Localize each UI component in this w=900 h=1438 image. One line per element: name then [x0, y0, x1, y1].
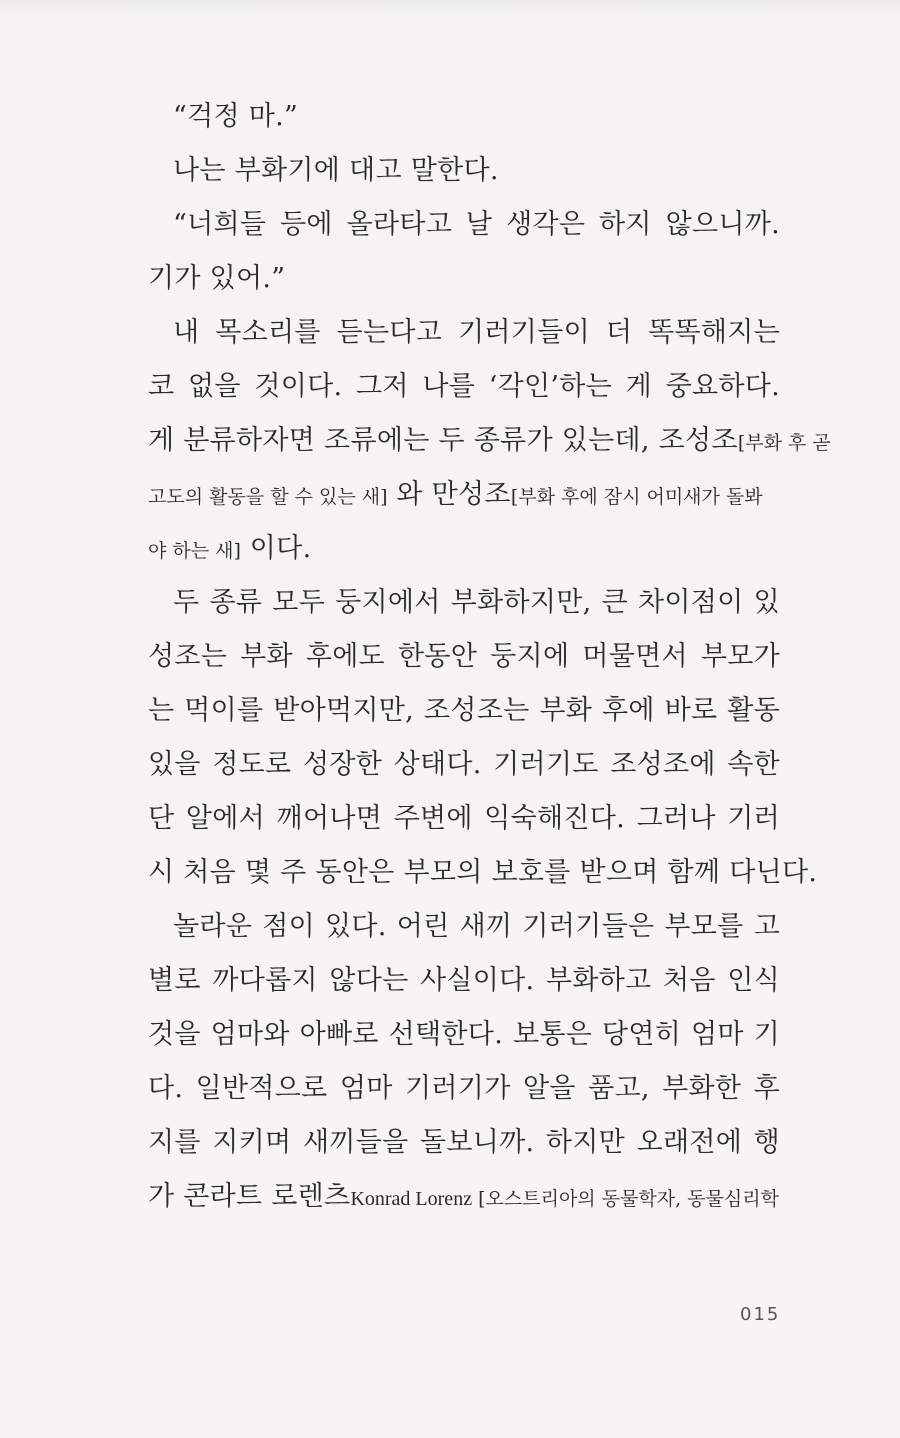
text-line-content: 가 콘라트 로렌츠 — [148, 1181, 351, 1212]
text-line-content: 와 만성조 — [387, 479, 511, 510]
text-line-content: 나는 부화기에 대고 말한다. — [173, 155, 499, 186]
text-line-content: 이다. — [240, 533, 312, 564]
text-line: 별로 까다롭지 않다는 사실이다. 부화하고 처음 인식 — [148, 965, 780, 996]
footnote-gloss: [부화 후 곧 — [737, 432, 831, 454]
text-line: 두 종류 모두 둥지에서 부화하지만, 큰 차이점이 있 — [173, 587, 780, 618]
footnote-gloss: [부화 후에 잠시 어미새가 돌봐 — [510, 486, 763, 508]
text-line: “너희들 등에 올라타고 날 생각은 하지 않으니까. — [173, 209, 780, 240]
text-line — [148, 846, 818, 900]
footnote-gloss: 고도의 활동을 할 수 있는 새] — [148, 486, 388, 508]
text-line: 다. 일반적으로 엄마 기러기가 알을 품고, 부화한 후 — [148, 1073, 780, 1104]
text-line: 있을 정도로 성장한 상태다. 기러기도 조성조에 속한 — [148, 749, 780, 780]
footnote-gloss: [오스트리아의 동물학자, 동물심리학 — [472, 1188, 779, 1210]
text-line-content: “걱정 마.” — [173, 101, 299, 132]
text-line-content: 시 처음 몇 주 동안은 부모의 보호를 받으며 함께 다닌다. — [148, 857, 818, 888]
text-line — [148, 90, 780, 144]
text-line: 코 없을 것이다. 그저 나를 ‘각인’하는 게 중요하다. — [148, 371, 780, 402]
text-line — [148, 1170, 780, 1224]
text-line-content: 게 분류하자면 조류에는 두 종류가 있는데, 조성조 — [148, 425, 738, 456]
page-number: 015 — [740, 1304, 781, 1325]
text-line: 지를 지키며 새끼들을 돌보니까. 하지만 오래전에 행 — [148, 1127, 780, 1158]
text-line: 내 목소리를 듣는다고 기러기들이 더 똑똑해지는 — [173, 317, 780, 348]
text-line: 것을 엄마와 아빠로 선택한다. 보통은 당연히 엄마 기 — [148, 1019, 780, 1050]
text-line: 놀라운 점이 있다. 어린 새끼 기러기들은 부모를 고 — [173, 911, 780, 942]
text-line: 는 먹이를 받아먹지만, 조성조는 부화 후에 바로 활동 — [148, 695, 780, 726]
text-line — [148, 252, 780, 306]
text-line: 성조는 부화 후에도 한동안 둥지에 머물면서 부모가 — [148, 641, 780, 672]
footnote-gloss: 야 하는 새] — [148, 540, 241, 562]
text-line — [148, 144, 780, 198]
text-line: 단 알에서 깨어나면 주변에 익숙해진다. 그러나 기러 — [148, 803, 780, 834]
body-text — [148, 90, 831, 1224]
text-line — [148, 522, 780, 576]
text-line — [148, 468, 780, 522]
text-line-content: 기가 있어.” — [148, 263, 286, 294]
latin-name: Konrad Lorenz — [350, 1188, 473, 1210]
text-line — [148, 414, 831, 468]
